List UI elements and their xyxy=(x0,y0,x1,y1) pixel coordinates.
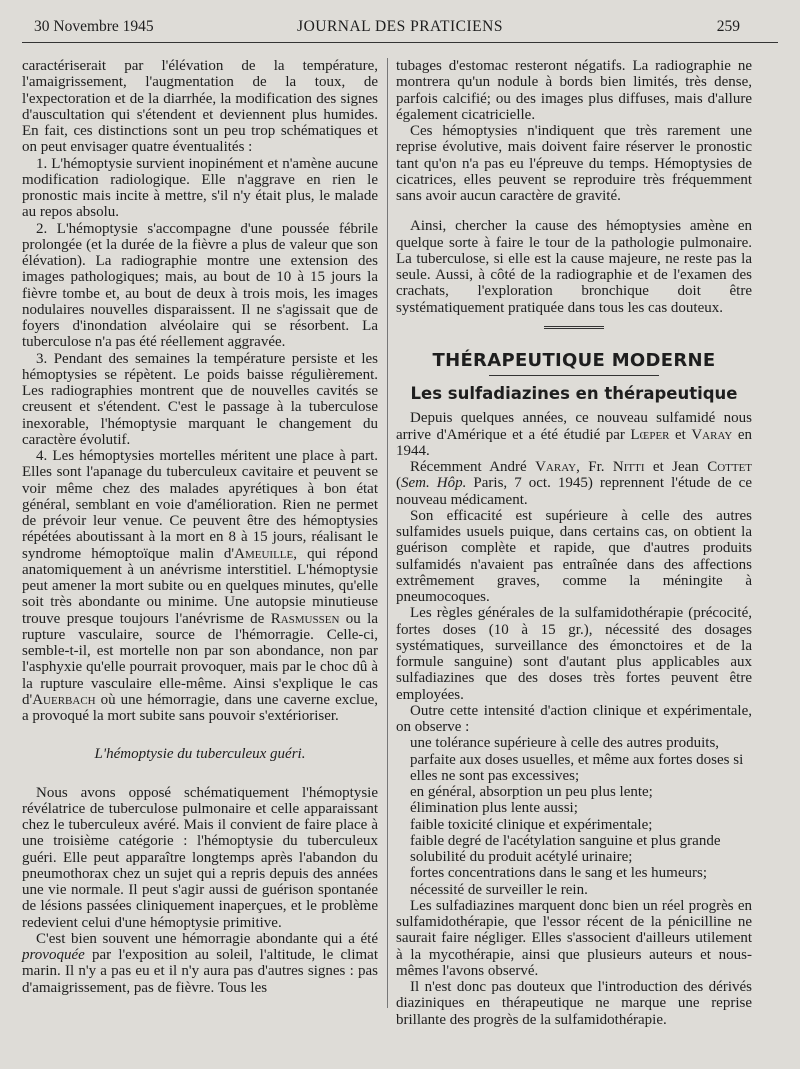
section-title: THÉRAPEUTIQUE MODERNE xyxy=(432,349,716,371)
journal-title: JOURNAL DES PRATICIENS xyxy=(297,18,503,35)
text-run: , Fr. xyxy=(576,459,613,475)
running-header xyxy=(0,12,800,42)
column-divider xyxy=(387,58,388,1008)
text-run: 4. Les hémoptysies mortelles méritent une place à part. Elles sont l'apanage du tuberculeux cavitaire et peuvent se voir même chez des malades apyrétiques à bon état général, semblant en voie d'amélioration. Rien ne permet de prévoir leur venue. Ce peuvent être des hémoptysies répétées aboutissant à la mort en 8 à 15 jours, réalisant le syndrome hémoptoïque malin d' xyxy=(22,448,378,562)
author-name: Cottet xyxy=(707,459,753,475)
text-run: , qui répond anatomiquement à un anévrisme interstitiel. L'hémoptysie peut amener la mort subite ou en quelques minutes, qu'elle soit très abondante ou minime. Une autopsie minutieuse trouve presque toujours l'anévrisme de xyxy=(22,545,378,627)
author-name: Lœper xyxy=(630,426,670,443)
paragraph: Les sulfadiazines marquent donc bien un réel progrès en sulfamidothérapie, que l'essor récent de la pénicilline ne saurait faire négliger. Elles s'associent d'ailleurs utilement à la mycothérapie, ainsi que plusieurs auteurs et nous-mêmes l'avons observé. xyxy=(396,897,752,979)
text-run: Paris, 7 oct. 1945) reprennent l'étude de ce nouveau médicament. xyxy=(396,475,752,508)
paragraph: tubages d'estomac resteront négatifs. La radiographie ne montrera qu'un nodule à bords bien limités, très dense, parfois calcifié; ou des images plus diffuses, mais d'allure également cicatricielle. xyxy=(396,58,752,123)
property-list xyxy=(396,735,752,898)
list-item: élimination plus lente aussi; xyxy=(410,800,578,817)
paragraph: Il n'est donc pas douteux que l'introduction des dérivés diaziniques en thérapeutique ne marque une reprise brillante des progrès de la sulfamidothérapie. xyxy=(396,979,752,1028)
author-name: Auerbach xyxy=(32,691,96,708)
text-run: où une hémorragie, dans une caverne exclue, a provoqué la mort subite sans pouvoir s'extérioriser. xyxy=(22,691,378,724)
paragraph: 1. L'hémoptysie survient inopinément et n'amène aucune modification radiologique. Elle n'aggrave en rien le pronostic mais incite à mettre, s'il n'y était plus, le malade au repos absolu. xyxy=(22,155,378,221)
paragraph: Outre cette intensité d'action clinique et expérimentale, on observe : xyxy=(396,702,752,735)
text-run: par l'exposition au soleil, l'altitude, le climat marin. Il n'y a pas eu et il n'y aura pas d'autres signes : pas d'amaigrissement, pas de fièvre. Tous les xyxy=(22,947,378,996)
double-rule xyxy=(544,326,604,331)
author-name: Varay xyxy=(535,459,577,475)
text-run: Depuis quelques années, ce nouveau sulfamidé nous arrive d'Amérique et a été étudié par xyxy=(396,410,752,443)
paragraph: Ainsi, chercher la cause des hémoptysies amène en quelque sorte à faire le tour de la pathologie pulmonaire. La tuberculose, si elle est la cause majeure, ne reste pas la seule. Aussi, à côté de la radiographie et de l'examen des crachats, l'exploration bronchique doit être systématiquement pratiquée dans tous les cas douteux. xyxy=(396,218,752,316)
page-number: 259 xyxy=(716,18,740,35)
list-item: une tolérance supérieure à celle des autres produits, parfaite aux doses usuelles, et même aux fortes doses si elles ne sont pas excessives; xyxy=(410,735,744,784)
list-item: fortes concentrations dans le sang et les humeurs; xyxy=(410,865,707,882)
paragraph: 2. L'hémoptysie s'accompagne d'une poussée fébrile prolongée (et la durée de la fièvre a plus de valeur que son élévation). La radiographie montre une extension des images pathologiques; mais, au bout de 10 à 15 jours la fièvre tombe et, au bout de deux à trois mois, les images nodulaires nouvelles disparaissent. Il ne s'agissait que de foyers d'inondation alvéolaire qui se résorbent. La tuberculose n'a pas été réellement aggravée. xyxy=(22,220,378,351)
text-run: Récemment André xyxy=(410,459,536,475)
list-item: nécessité de surveiller le rein. xyxy=(410,881,588,898)
left-column xyxy=(22,58,378,996)
list-item: en général, absorption un peu plus lente; xyxy=(410,784,653,800)
subsection-heading: L'hémoptysie du tuberculeux guéri. xyxy=(94,746,306,763)
header-date: 30 Novembre 1945 xyxy=(34,18,154,35)
journal-reference: Sem. Hôp. xyxy=(401,475,467,492)
paragraph xyxy=(22,448,378,724)
paragraph: Nous avons opposé schématiquement l'hémoptysie révélatrice de tuberculose pulmonaire et celle apparaissant chez le tuberculeux avéré. Mais il convient de faire place à une troisième catégorie : l'hémoptysie du tuberculeux guéri. Elle peut apparaître longtemps après l'abandon du pneumothorax chez un sujet qui a repris depuis des années une vie normale. Il peut s'agir aussi de guérison spontanée de lésions passées cliniquement inaperçues, et le problème redevient celui d'une hémoptysie primitive. xyxy=(22,784,378,931)
author-name: Nitti xyxy=(612,459,645,475)
emphasis: provoquée xyxy=(22,947,85,963)
text-run: ou la rupture vasculaire, source de l'hémorragie. Celle-ci, semble-t-il, est mortelle non par son abondance, non par l'asphyxie qu'elle pourrait provoquer, mais par le choc dû à la rupture vasculaire elle-même. Ainsi s'explique le cas d' xyxy=(22,610,378,708)
author-name: Varay xyxy=(691,426,733,443)
section-rule xyxy=(489,375,659,376)
list-item: faible degré de l'acétylation sanguine et plus grande solubilité du produit acétylé urinaire; xyxy=(410,832,721,865)
author-name: Ameuille xyxy=(234,545,294,562)
paragraph: Ces hémoptysies n'indiquent que très rarement une reprise évolutive, mais doivent faire réserver le pronostic tant qu'on n'a pas eu l'épreuve du temps. Hémoptysies de cicatrices, elles peuvent se reproduire très fréquemment sans avoir aucun caractère de gravité. xyxy=(396,123,752,204)
paragraph: 3. Pendant des semaines la température persiste et les hémoptysies se répètent. Le poids baisse régulièrement. Les radiographies montrent que de nouvelles cavités se creusent et s'étendent. C'est le passage à la tuberculose inexorable, l'hémoptysie marquant le changement du caractère évolutif. xyxy=(22,350,378,448)
text-run: ( xyxy=(396,475,401,492)
list-item: faible toxicité clinique et expérimentale; xyxy=(410,816,653,833)
author-name: Rasmussen xyxy=(270,610,340,627)
right-column xyxy=(396,58,752,1028)
paragraph xyxy=(396,459,752,508)
paragraph xyxy=(22,931,378,996)
paragraph: caractériserait par l'élévation de la température, l'amaigrissement, l'augmentation de la toux, de l'expectoration et de la diarrhée, la modification des signes d'auscultation qui s'étendent et deviennent plus humides. En fait, ces distinctions sont un peu trop schématiques et on peut envisager quatre éventualités : xyxy=(22,58,378,156)
header-rule xyxy=(22,42,778,43)
paragraph: Son efficacité est supérieure à celle des autres sulfamides usuels puique, dans certains cas, on obtient la guérison complète et rapide, que d'autres produits sulfamidés n'avaient pas entraînée dans des affections extrêmement graves, comme la méningite à pneumocoques. xyxy=(396,507,752,605)
paragraph xyxy=(396,410,752,459)
article-title: Les sulfadiazines en thérapeutique xyxy=(410,384,738,403)
text-run: et Jean xyxy=(644,459,708,475)
text-run: C'est bien souvent une hémorragie abondante qui a été xyxy=(36,930,378,947)
paragraph: Les règles générales de la sulfamidothérapie (précocité, fortes doses (10 à 15 gr.), nécessité des dosages systématiques, surveillance des émonctoires et de la formule sanguine) sont d'autant plus applicables aux sulfadiazines que des doses très fortes peuvent être employées. xyxy=(396,605,752,703)
spacer xyxy=(396,204,752,218)
text-run: et xyxy=(669,426,692,443)
text-run: en 1944. xyxy=(396,426,752,459)
